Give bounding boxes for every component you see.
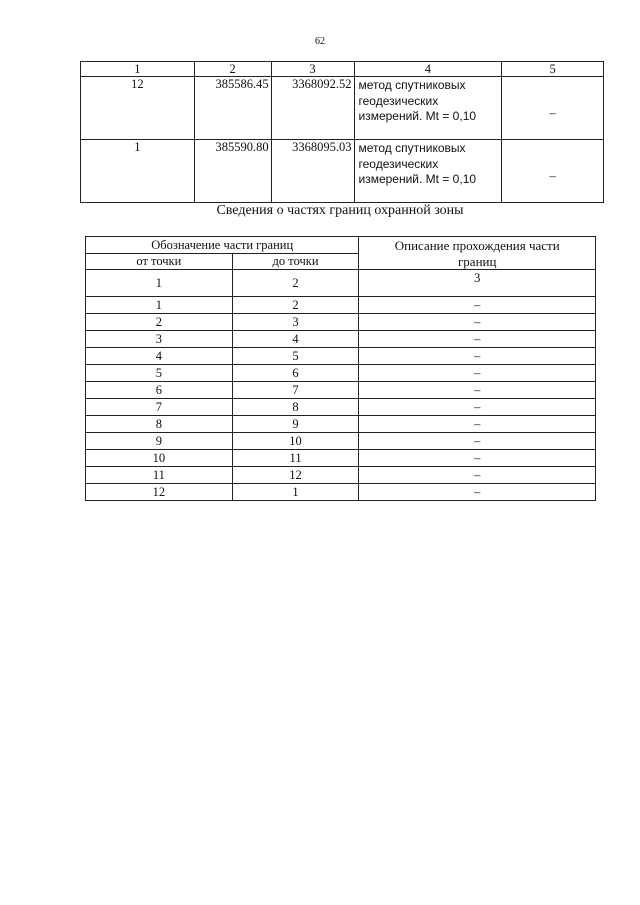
table-row — [81, 140, 604, 203]
from-point: 12 — [86, 484, 233, 501]
coordinates-table — [80, 61, 604, 203]
coord-y: 3368095.03 — [271, 140, 354, 203]
coord-x: 385586.45 — [194, 77, 271, 140]
note-cell: – — [502, 140, 604, 203]
method-line: геодезических — [358, 93, 439, 108]
coord-x: 385590.80 — [194, 140, 271, 203]
section-title: Сведения о частях границ охранной зоны — [216, 203, 464, 218]
part-description: – — [359, 365, 596, 382]
description-header-line: границ — [457, 253, 497, 269]
header-cell: 4 — [354, 62, 502, 77]
to-point: 2 — [232, 297, 359, 314]
coord-y: 3368092.52 — [271, 77, 354, 140]
from-point-header: от точки — [86, 254, 233, 270]
to-point: 5 — [232, 348, 359, 365]
description-header — [359, 237, 596, 270]
description-header-line: Описание прохождения части — [394, 238, 560, 253]
table-row — [86, 450, 596, 467]
table-row — [86, 365, 596, 382]
table-row — [86, 382, 596, 399]
table-row — [86, 467, 596, 484]
table-row — [86, 433, 596, 450]
from-point: 5 — [86, 365, 233, 382]
from-point: 9 — [86, 433, 233, 450]
from-point: 10 — [86, 450, 233, 467]
to-point: 10 — [232, 433, 359, 450]
to-point: 4 — [232, 331, 359, 348]
table-row — [86, 416, 596, 433]
header-cell: 2 — [194, 62, 271, 77]
header-cell: 1 — [81, 62, 195, 77]
page-number: 62 — [315, 36, 325, 47]
to-point: 8 — [232, 399, 359, 416]
from-point: 1 — [86, 297, 233, 314]
table-row — [86, 297, 596, 314]
to-point: 9 — [232, 416, 359, 433]
from-point: 11 — [86, 467, 233, 484]
part-description: – — [359, 297, 596, 314]
part-description: – — [359, 467, 596, 484]
from-point: 7 — [86, 399, 233, 416]
part-description: – — [359, 348, 596, 365]
to-point: 11 — [232, 450, 359, 467]
from-point: 6 — [86, 382, 233, 399]
part-description: – — [359, 399, 596, 416]
column-number: 1 — [86, 270, 233, 297]
column-numbers-row — [86, 270, 596, 297]
part-description: – — [359, 484, 596, 501]
table-row — [86, 399, 596, 416]
from-point: 3 — [86, 331, 233, 348]
to-point: 6 — [232, 365, 359, 382]
to-point: 3 — [232, 314, 359, 331]
from-point: 8 — [86, 416, 233, 433]
to-point: 1 — [232, 484, 359, 501]
method-line: метод спутниковых — [358, 141, 466, 155]
from-point: 4 — [86, 348, 233, 365]
table-row — [86, 331, 596, 348]
method-description — [354, 140, 502, 203]
parts-header-row — [86, 237, 596, 254]
method-line: метод спутниковых — [358, 78, 466, 92]
method-line: измерений. Mt = 0,10 — [358, 109, 477, 123]
header-cell: 3 — [271, 62, 354, 77]
part-description: – — [359, 433, 596, 450]
header-cell: 5 — [502, 62, 604, 77]
part-description: – — [359, 314, 596, 331]
to-point-header: до точки — [232, 254, 359, 270]
boundary-parts-table — [85, 236, 596, 501]
part-description: – — [359, 382, 596, 399]
note-cell: – — [502, 77, 604, 140]
part-description: – — [359, 331, 596, 348]
to-point: 7 — [232, 382, 359, 399]
method-line: геодезических — [358, 156, 439, 171]
from-point: 2 — [86, 314, 233, 331]
coordinates-header-row — [81, 62, 604, 77]
table-row — [86, 314, 596, 331]
column-number: 3 — [359, 270, 596, 297]
group-header: Обозначение части границ — [86, 237, 359, 254]
method-line: измерений. Mt = 0,10 — [358, 172, 477, 186]
point-number: 12 — [81, 77, 195, 140]
column-number: 2 — [232, 270, 359, 297]
table-row — [81, 77, 604, 140]
method-description — [354, 77, 502, 140]
part-description: – — [359, 450, 596, 467]
part-description: – — [359, 416, 596, 433]
table-row — [86, 484, 596, 501]
to-point: 12 — [232, 467, 359, 484]
table-row — [86, 348, 596, 365]
point-number: 1 — [81, 140, 195, 203]
